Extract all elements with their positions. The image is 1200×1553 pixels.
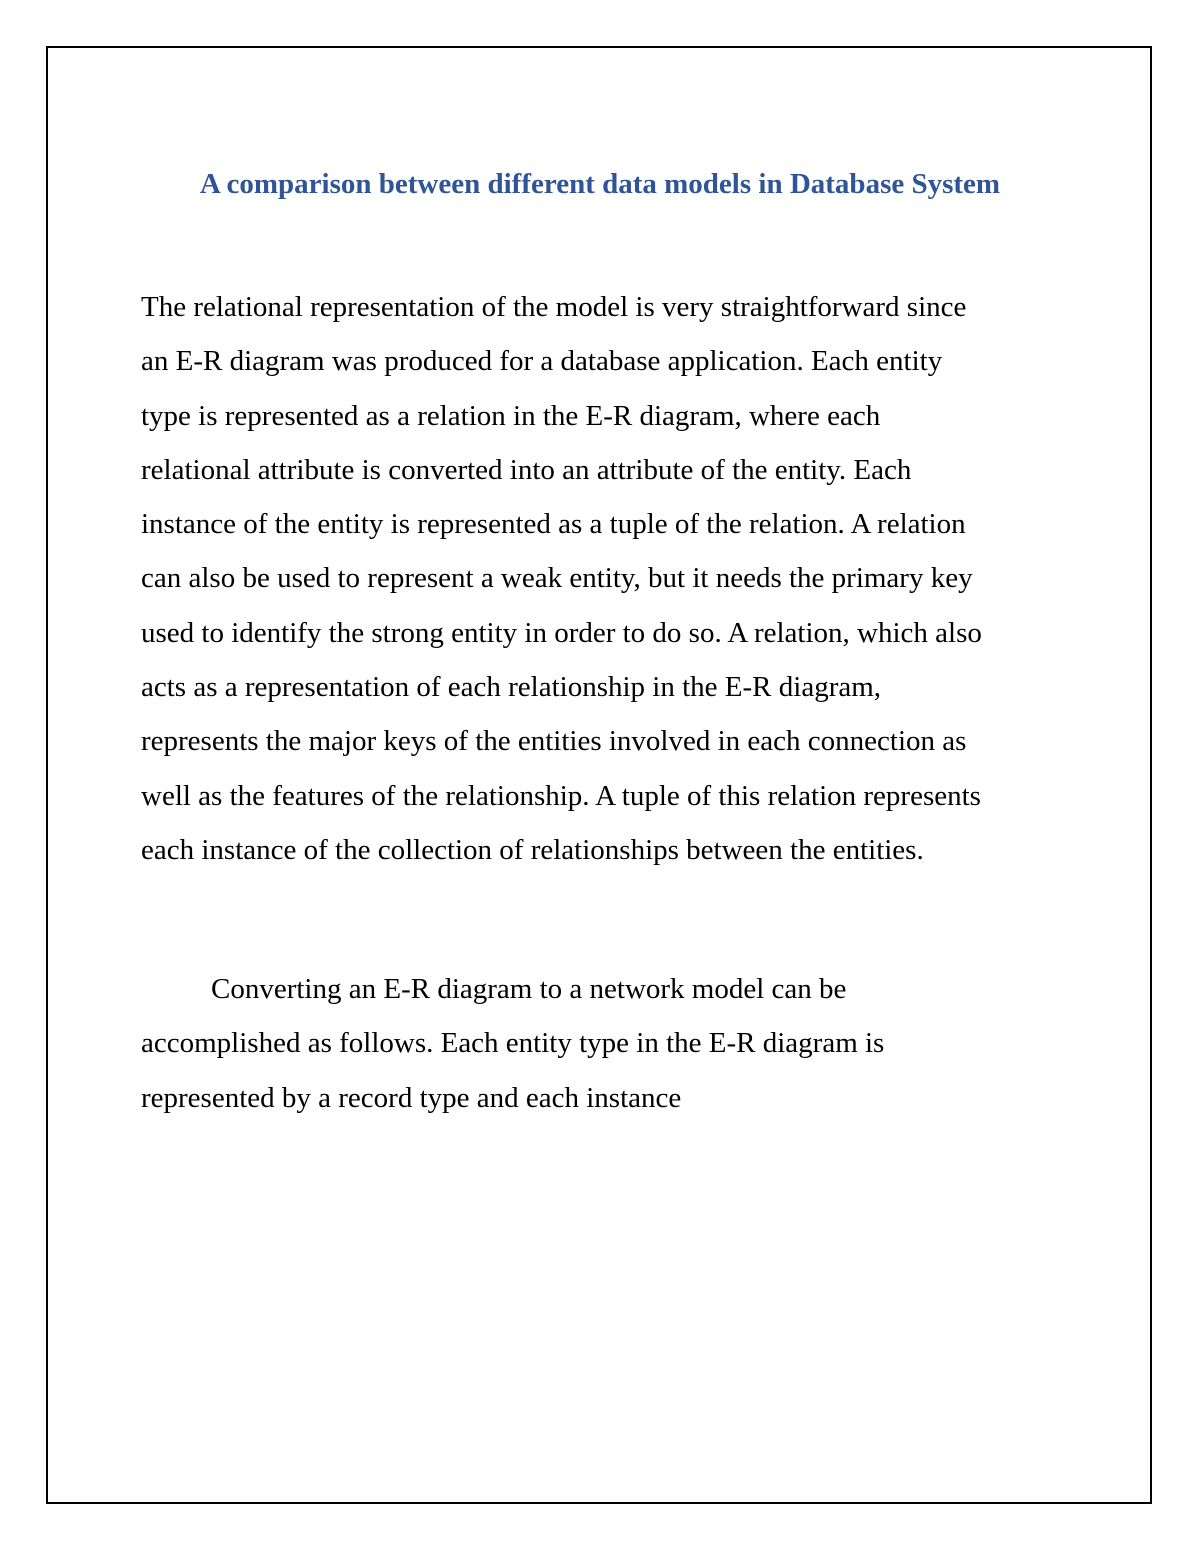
text-line: accomplished as follows. Each entity type in the E-R diagram is <box>141 1027 885 1060</box>
text-line: each instance of the collection of relationships between the entities. <box>141 833 924 866</box>
paragraph-1 <box>141 280 1056 877</box>
text-line: used to identify the strong entity in order to do so. A relation, which also <box>141 616 982 649</box>
text-line: an E-R diagram was produced for a database application. Each entity <box>141 345 943 378</box>
paragraph-2 <box>141 962 1056 1125</box>
text-line: represents the major keys of the entities involved in each connection as <box>141 725 967 758</box>
document-title: A comparison between different data models in Database System <box>199 168 1001 200</box>
text-line: type is represented as a relation in the E-R diagram, where each <box>141 399 881 432</box>
text-line: well as the features of the relationship. A tuple of this relation represents <box>141 779 981 812</box>
text-line: can also be used to represent a weak entity, but it needs the primary key <box>141 562 973 595</box>
text-line: instance of the entity is represented as a tuple of the relation. A relation <box>141 508 966 541</box>
text-line: Converting an E-R diagram to a network model can be <box>211 973 847 1005</box>
text-line: represented by a record type and each instance <box>141 1081 682 1114</box>
text-line: relational attribute is converted into an attribute of the entity. Each <box>141 453 912 486</box>
text-line: acts as a representation of each relationship in the E-R diagram, <box>141 671 882 704</box>
text-line: The relational representation of the model is very straightforward since <box>141 291 967 323</box>
